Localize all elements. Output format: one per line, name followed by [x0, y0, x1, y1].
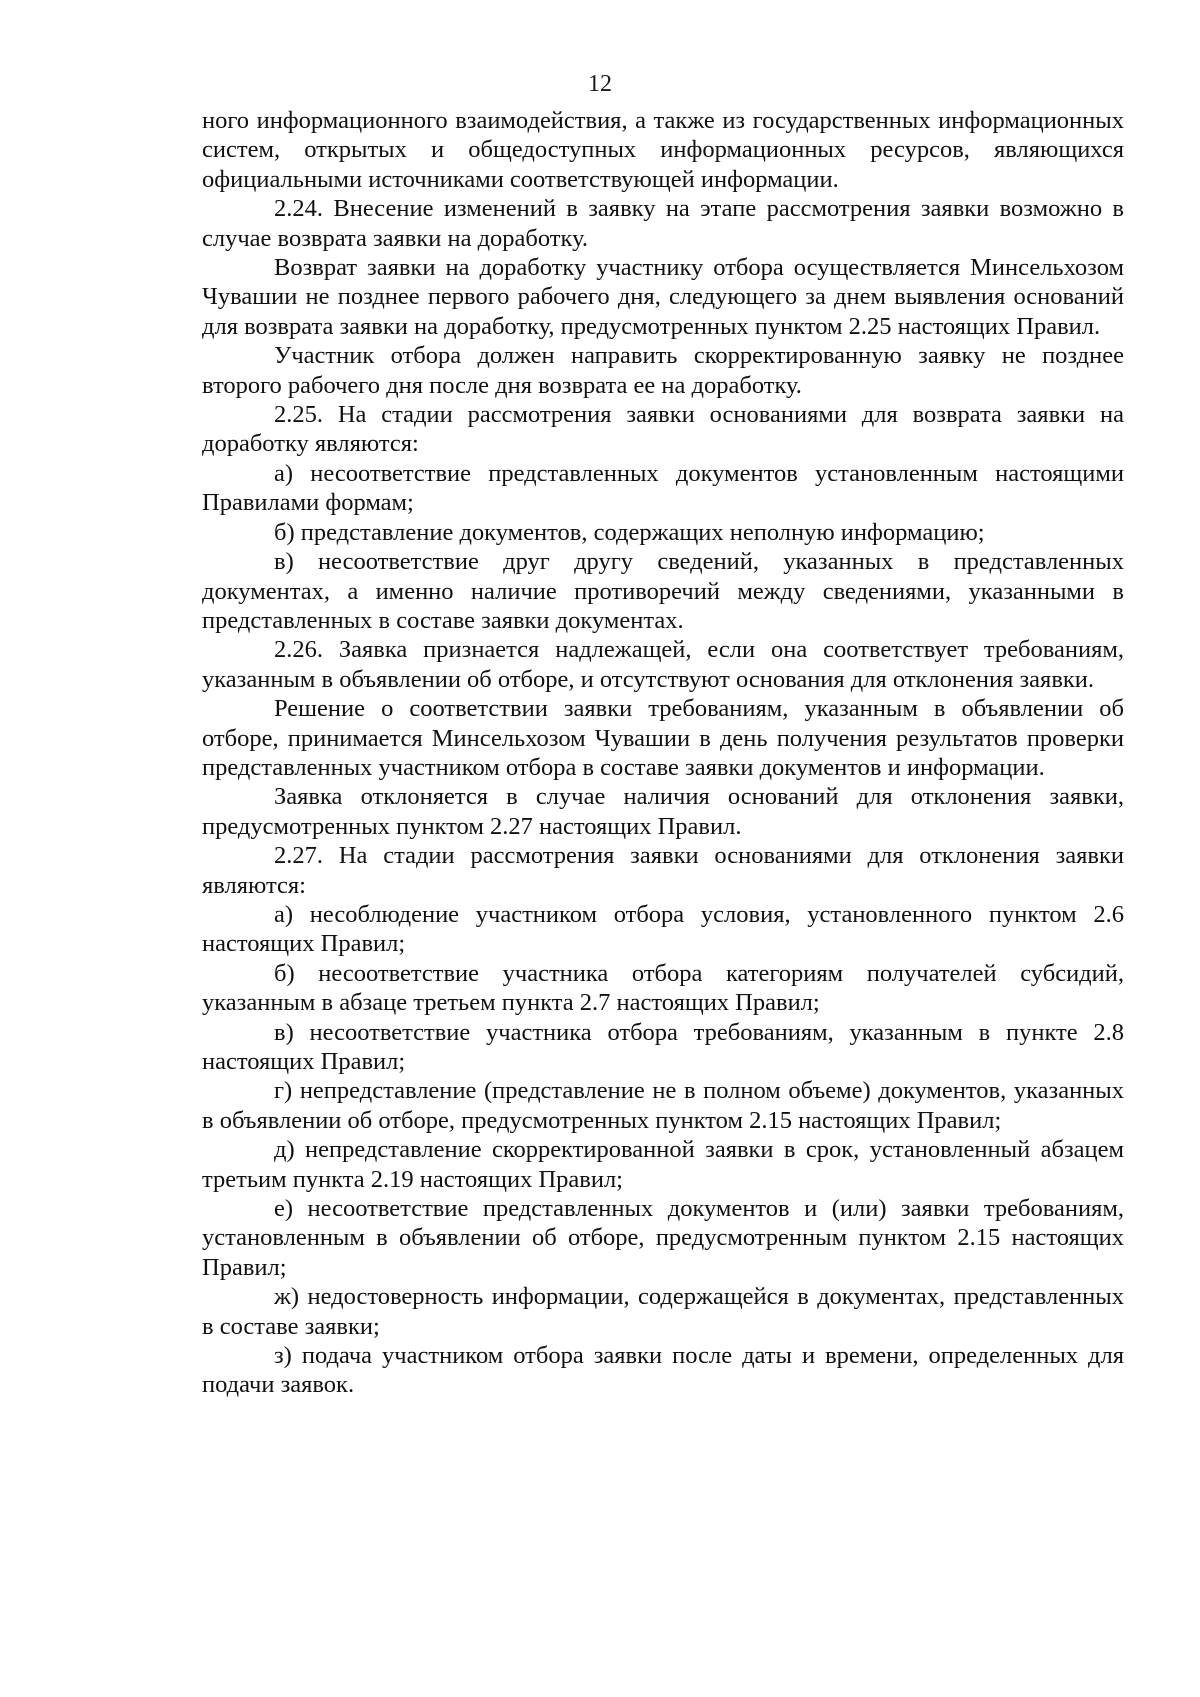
paragraph: Решение о соответствии заявки требованиям, указанным в объявлении об отборе, принимается Минсельхозом Чувашии в день получения результатов проверки представленных участником отбора в составе заявки документов и информации.: [202, 695, 1124, 781]
page-number: 12: [588, 71, 612, 97]
list-item: з) подача участником отбора заявки после даты и времени, определенных для подачи заявок.: [202, 1342, 1124, 1399]
paragraph: 2.24. Внесение изменений в заявку на этапе рассмотрения заявки возможно в случае возврата заявки на доработку.: [202, 195, 1124, 252]
list-item: а) несоответствие представленных документов установленным настоящими Правилами формам;: [202, 459, 1124, 517]
list-item: б) несоответствие участника отбора категориям получателей субсидий, указанным в абзаце третьем пункта 2.7 настоящих Правил;: [202, 959, 1124, 1017]
paragraph: 2.26. Заявка признается надлежащей, если она соответствует требованиям, указанным в объявлении об отборе, и отсутствуют основания для отклонения заявки.: [202, 636, 1124, 693]
list-item: б) представление документов, содержащих неполную информацию;: [274, 518, 985, 546]
paragraph: 2.27. На стадии рассмотрения заявки основаниями для отклонения заявки являются:: [202, 842, 1124, 899]
list-item: г) непредставление (представление не в полном объеме) документов, указанных в объявлении об отборе, предусмотренных пунктом 2.15 настоящих Правил;: [202, 1077, 1124, 1134]
paragraph: 2.25. На стадии рассмотрения заявки основаниями для возврата заявки на доработку являются:: [202, 401, 1124, 458]
paragraph: Участник отбора должен направить скорректированную заявку не позднее второго рабочего дня после дня возврата ее на доработку.: [202, 342, 1124, 399]
paragraph: Возврат заявки на доработку участнику отбора осуществляется Минсельхозом Чувашии не позднее первого рабочего дня, следующего за днем выявления оснований для возврата заявки на доработку, предусмотренных пунктом 2.25 настоящих Правил.: [202, 254, 1124, 340]
list-item: ж) недостоверность информации, содержащейся в документах, представленных в составе заявки;: [202, 1283, 1124, 1340]
list-item: в) несоответствие участника отбора требованиям, указанным в пункте 2.8 настоящих Правил;: [202, 1018, 1124, 1075]
paragraph: Заявка отклоняется в случае наличия оснований для отклонения заявки, предусмотренных пунктом 2.27 настоящих Правил.: [202, 783, 1124, 840]
list-item: а) несоблюдение участником отбора условия, установленного пунктом 2.6 настоящих Правил;: [202, 900, 1124, 958]
document-body: [202, 106, 1124, 1400]
list-item: е) несоответствие представленных документов и (или) заявки требованиям, установленным в объявлении об отборе, предусмотренным пунктом 2.15 настоящих Правил;: [202, 1195, 1124, 1281]
paragraph: ного информационного взаимодействия, а также из государственных информационных систем, открытых и общедоступных информационных ресурсов, являющихся официальными источниками соответствующей информации.: [202, 107, 1124, 193]
list-item: в) несоответствие друг другу сведений, указанных в представленных документах, а именно наличие противоречий между сведениями, указанными в представленных в составе заявки документах.: [202, 548, 1124, 634]
list-item: д) непредставление скорректированной заявки в срок, установленный абзацем третьим пункта 2.19 настоящих Правил;: [202, 1136, 1124, 1193]
